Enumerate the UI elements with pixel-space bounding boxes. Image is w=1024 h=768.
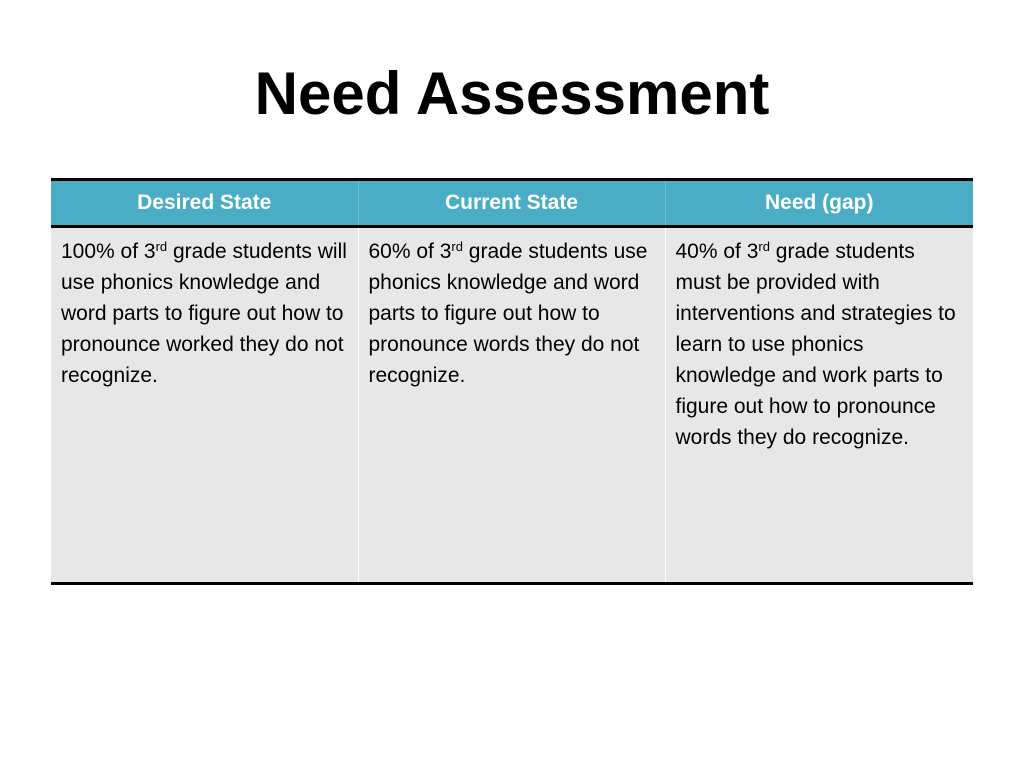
- table-row: [51, 227, 973, 584]
- cell-text-rest: grade students use phonics knowledge and word parts to figure out how to pronounce words they do not recognize.: [368, 240, 648, 387]
- cell-text-rest: grade students must be provided with interventions and strategies to learn to use phonics knowledge and work parts to figure out how to pronounce words they do recognize.: [675, 240, 956, 449]
- need-assessment-table-container: [51, 178, 973, 585]
- cell-current-state: [358, 227, 665, 584]
- table-header-row: [51, 180, 973, 227]
- ordinal-suffix: rd: [758, 239, 770, 254]
- header-current-state: Current State: [358, 180, 665, 227]
- cell-text-lead: 40% of 3: [675, 240, 759, 263]
- ordinal-suffix: rd: [451, 239, 463, 254]
- cell-text-lead: 60% of 3: [368, 240, 452, 263]
- slide-title: Need Assessment: [254, 60, 770, 127]
- cell-text-rest: grade students will use phonics knowledge and word parts to figure out how to pronounce worked they do not recognize.: [61, 240, 347, 387]
- need-assessment-table: [51, 178, 973, 585]
- cell-need-gap: [665, 227, 973, 584]
- header-need-gap: Need (gap): [665, 180, 973, 227]
- ordinal-suffix: rd: [155, 239, 168, 254]
- cell-desired-state: [51, 227, 358, 584]
- cell-text-lead: 100% of 3: [61, 240, 156, 263]
- header-desired-state: Desired State: [137, 191, 272, 214]
